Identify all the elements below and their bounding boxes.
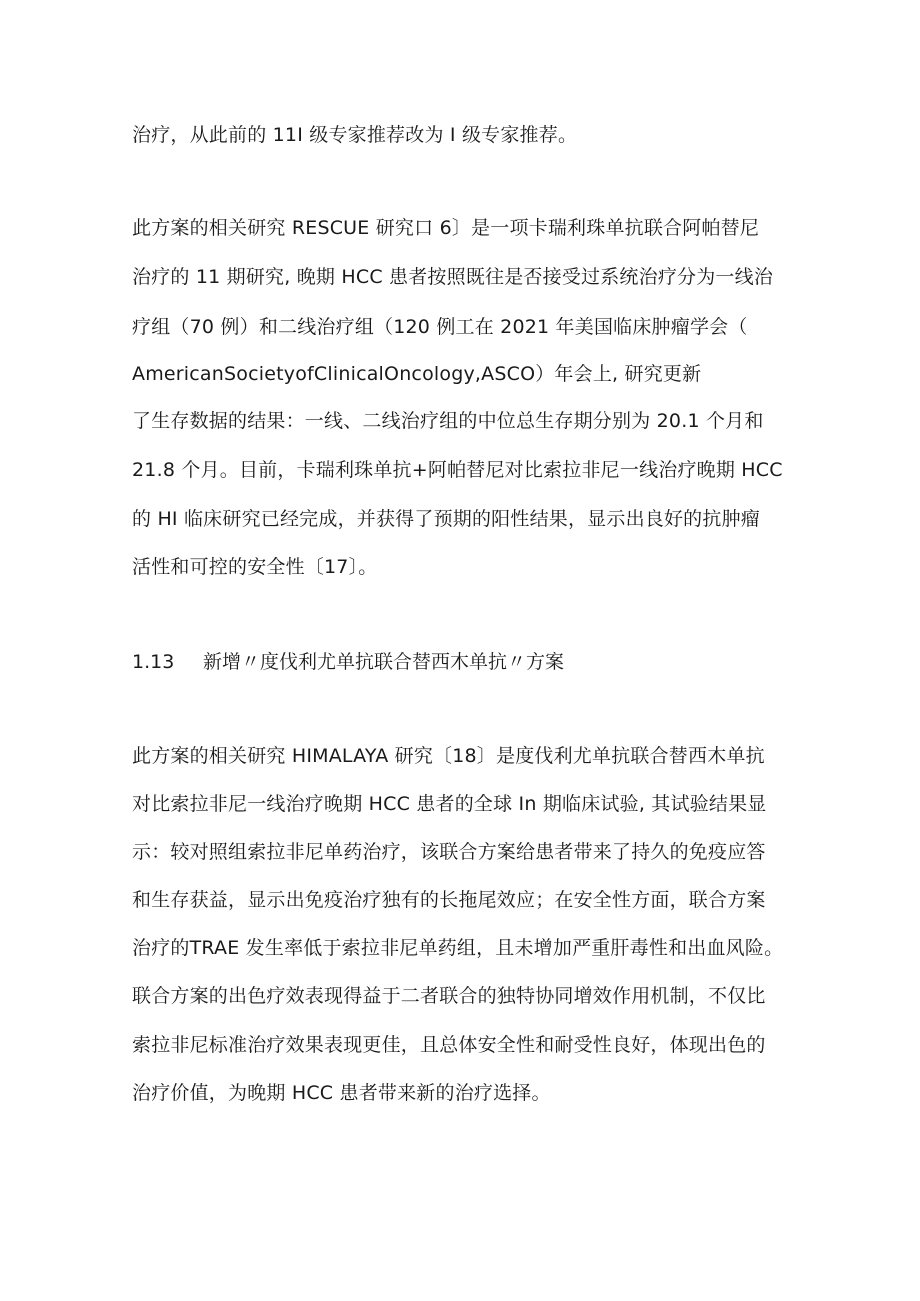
text-line: 索拉非尼标准治疗效果表现更佳，且总体安全性和耐受性良好，体现出色的 (132, 1034, 766, 1056)
text-line: 此方案的相关研究 RESCUE 研究口 6〕是一项卡瑞利珠单抗联合阿帕替尼 (132, 217, 760, 239)
text-line: 治疗价值，为晚期 HCC 患者带来新的治疗选择。 (132, 1082, 551, 1104)
text-line: 疗组（70 例）和二线治疗组（120 例工在 2021 年美国临床肿瘤学会（ (132, 316, 748, 338)
text-line: 治疗的TRAE 发生率低于索拉非尼单药组，且未增加严重肝毒性和出血风险。 (132, 937, 784, 959)
text-line: 此方案的相关研究 HIMALAYA 研究〔18〕是度伐利尤单抗联合替西木单抗 (132, 745, 765, 767)
text-line: 治疗的 11 期研究, 晚期 HCC 患者按照既往是否接受过系统治疗分为一线治 (132, 266, 774, 288)
text-line: AmericanSocietyofClinicalOncology,ASCO）年会上, 研究更新 (132, 363, 702, 385)
text-line: 活性和可控的安全性〔17〕。 (132, 556, 378, 578)
text-line: 联合方案的出色疗效表现得益于二者联合的独特协同增效作用机制，不仅比 (132, 985, 766, 1007)
text-line: 示：较对照组索拉非尼单药治疗，该联合方案给患者带来了持久的免疫应答 (132, 841, 766, 863)
section-number: 1.13 (132, 651, 175, 673)
text-line: 和生存获益，显示出免疫治疗独有的长拖尾效应；在安全性方面，联合方案 (132, 889, 766, 911)
text-line: 对比索拉非尼一线治疗晚期 HCC 患者的全球 In 期临床试验, 其试验结果显 (132, 793, 767, 815)
text-line: 21.8 个月。目前，卡瑞利珠单抗+阿帕替尼对比索拉非尼一线治疗晚期 HCC (132, 459, 783, 481)
section-title: 新增〃度伐利尤单抗联合替西木单抗〃方案 (203, 651, 565, 673)
text-line: 了生存数据的结果：一线、二线治疗组的中位总生存期分别为 20.1 个月和 (132, 410, 764, 432)
text-line: 治疗，从此前的 11I 级专家推荐改为 I 级专家推荐。 (132, 124, 578, 146)
text-line: 的 HI 临床研究已经完成，并获得了预期的阳性结果，显示出良好的抗肿瘤 (132, 508, 760, 530)
